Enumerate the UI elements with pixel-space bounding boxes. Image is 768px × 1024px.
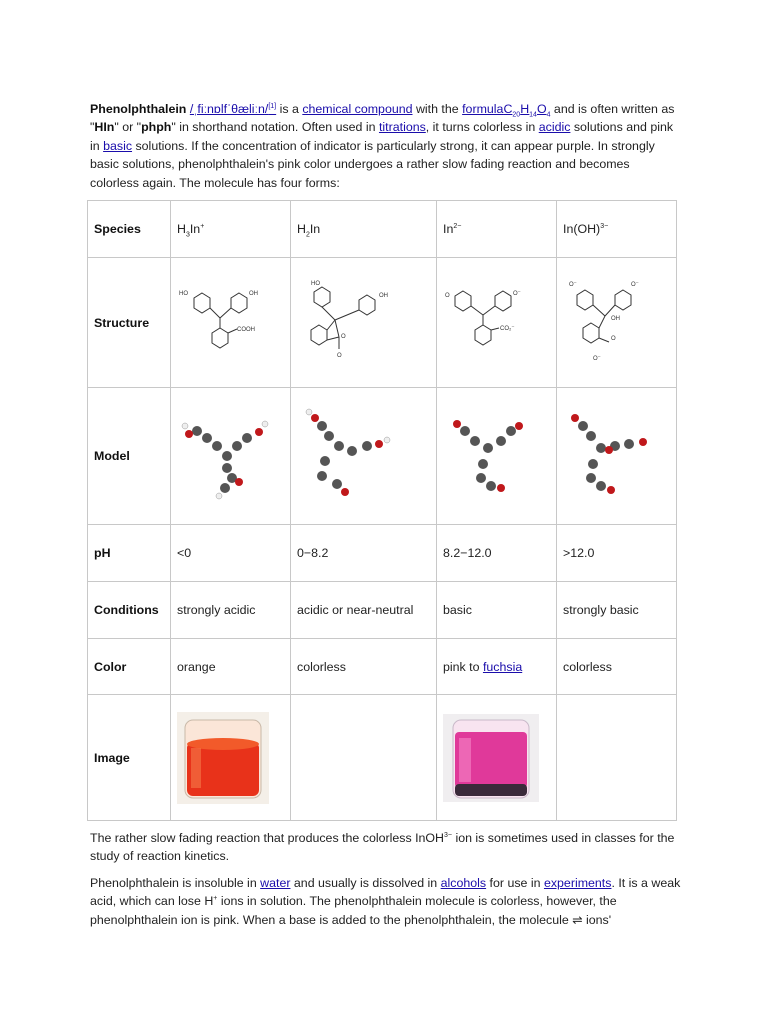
- model-row: [88, 388, 677, 525]
- svg-text:COOH: COOH: [237, 326, 255, 333]
- image-orange-beaker: [171, 695, 291, 821]
- structure-h2in-drawing: [297, 275, 407, 370]
- ph-value: 8.2−12.0: [437, 525, 557, 582]
- svg-text:O: O: [337, 353, 342, 359]
- svg-text:CO₂⁻: CO₂⁻: [500, 325, 515, 332]
- image-empty: [557, 695, 677, 821]
- structure-header: Structure: [88, 258, 171, 388]
- svg-text:O: O: [341, 334, 346, 340]
- condition-value: strongly basic: [557, 582, 677, 639]
- titrations-link[interactable]: titrations: [378, 120, 426, 135]
- pronunciation-link[interactable]: /ˌfiːnɒlfˈθæliːn/[1]: [189, 102, 277, 116]
- ph-value: >12.0: [557, 525, 677, 582]
- model-inoh3-image: [563, 406, 663, 506]
- svg-text:HO: HO: [311, 281, 320, 287]
- model-in2-image: [443, 406, 543, 506]
- structure-inoh3: [557, 258, 677, 388]
- color-row: [88, 639, 677, 695]
- conditions-row: [88, 582, 677, 639]
- solubility-paragraph: Phenolphthalein is insoluble in water and usually is dissolved in alcohols for use in experiments. It is a weak acid, which can lose H+ ions in solution. The phenolphthalein molecule is colorless, however, the phenolphthalein ion is pink. When a base is added to the phenolphthalein, the molecule ⇌ ions': [90, 876, 681, 927]
- model-h2in: [291, 388, 437, 525]
- structure-h3in: [171, 258, 291, 388]
- svg-text:O⁻: O⁻: [513, 290, 521, 297]
- model-h3in: [171, 388, 291, 525]
- color-value: colorless: [557, 639, 677, 695]
- structure-row: [88, 258, 677, 388]
- reference-link: [1]: [268, 102, 277, 110]
- svg-text:O: O: [445, 292, 450, 299]
- ph-value: <0: [171, 525, 291, 582]
- structure-in2: [437, 258, 557, 388]
- color-value: colorless: [291, 639, 437, 695]
- model-h2in-image: [297, 406, 397, 506]
- image-empty: [291, 695, 437, 821]
- species-row: [88, 201, 677, 258]
- image-pink-beaker: [437, 695, 557, 821]
- species-h2in: $H_2In$: [291, 201, 437, 258]
- svg-text:O⁻: O⁻: [593, 355, 601, 362]
- color-value: orange: [171, 639, 291, 695]
- species-h3in: $H_3In^+$: [171, 201, 291, 258]
- basic-link[interactable]: basic: [103, 138, 133, 153]
- svg-text:OH: OH: [379, 293, 388, 299]
- svg-text:O⁻: O⁻: [569, 281, 577, 288]
- chemical-compound-link[interactable]: chemical compound: [302, 102, 413, 116]
- structure-h3in-drawing: [177, 283, 277, 363]
- water-link[interactable]: water: [260, 876, 291, 890]
- conditions-header: Conditions: [88, 582, 171, 639]
- intro-paragraph: Phenolphthalein /ˌfiːnɒlfˈθæliːn/[1] is a chemical compound with the $formulaC_{20}H_{14}O_4$ and is often written as "HIn" or "phph" in shorthand notation. Often used in titrations, it turns colorless in acidic solutions and pink in basic solutions. If the concentration of indicator is particularly strong, it can appear purple. In strongly basic solutions, phenolphthalein's pink color undergoes a rather slow fading reaction and becomes colorless again. The molecule has four forms:: [90, 102, 675, 190]
- image-row: [88, 695, 677, 821]
- orange-beaker-photo: [177, 712, 269, 804]
- formula-link[interactable]: $formulaC_{20}H_{14}O_4$: [462, 102, 551, 119]
- article-subject: Phenolphthalein: [90, 102, 187, 116]
- model-inoh3: [557, 388, 677, 525]
- model-header: Model: [88, 388, 171, 525]
- fuchsia-link[interactable]: fuchsia: [482, 659, 523, 674]
- model-in2: [437, 388, 557, 525]
- structure-in2-drawing: [443, 283, 543, 363]
- forms-table: [87, 200, 677, 821]
- species-in2: $In^{2-}$: [437, 201, 557, 258]
- condition-value: acidic or near-neutral: [291, 582, 437, 639]
- svg-text:OH: OH: [249, 290, 258, 297]
- condition-value: strongly acidic: [171, 582, 291, 639]
- image-header: Image: [88, 695, 171, 821]
- pink-beaker-photo: [443, 714, 539, 802]
- alcohols-link[interactable]: alcohols: [440, 876, 487, 890]
- acidic-link[interactable]: acidic: [538, 120, 571, 135]
- species-header: Species: [88, 201, 171, 258]
- structure-h2in: [291, 258, 437, 388]
- ph-header: pH: [88, 525, 171, 582]
- svg-text:OH: OH: [611, 315, 620, 322]
- model-h3in-image: [177, 406, 277, 506]
- svg-text:HO: HO: [179, 290, 188, 297]
- structure-inoh3-drawing: [563, 278, 663, 368]
- condition-value: basic: [437, 582, 557, 639]
- species-inoh3: In(OH)$^{3-}$: [557, 201, 677, 258]
- ph-value: 0−8.2: [291, 525, 437, 582]
- svg-text:O: O: [611, 335, 616, 342]
- ph-row: [88, 525, 677, 582]
- color-header: Color: [88, 639, 171, 695]
- fading-paragraph: The rather slow fading reaction that produces the colorless InOH$^{3-}$ ion is sometimes used in classes for the study of reaction kinetics.: [90, 831, 675, 864]
- svg-text:O⁻: O⁻: [631, 281, 639, 288]
- experiments-link[interactable]: experiments: [543, 876, 612, 890]
- color-value: pink to fuchsia: [437, 639, 557, 695]
